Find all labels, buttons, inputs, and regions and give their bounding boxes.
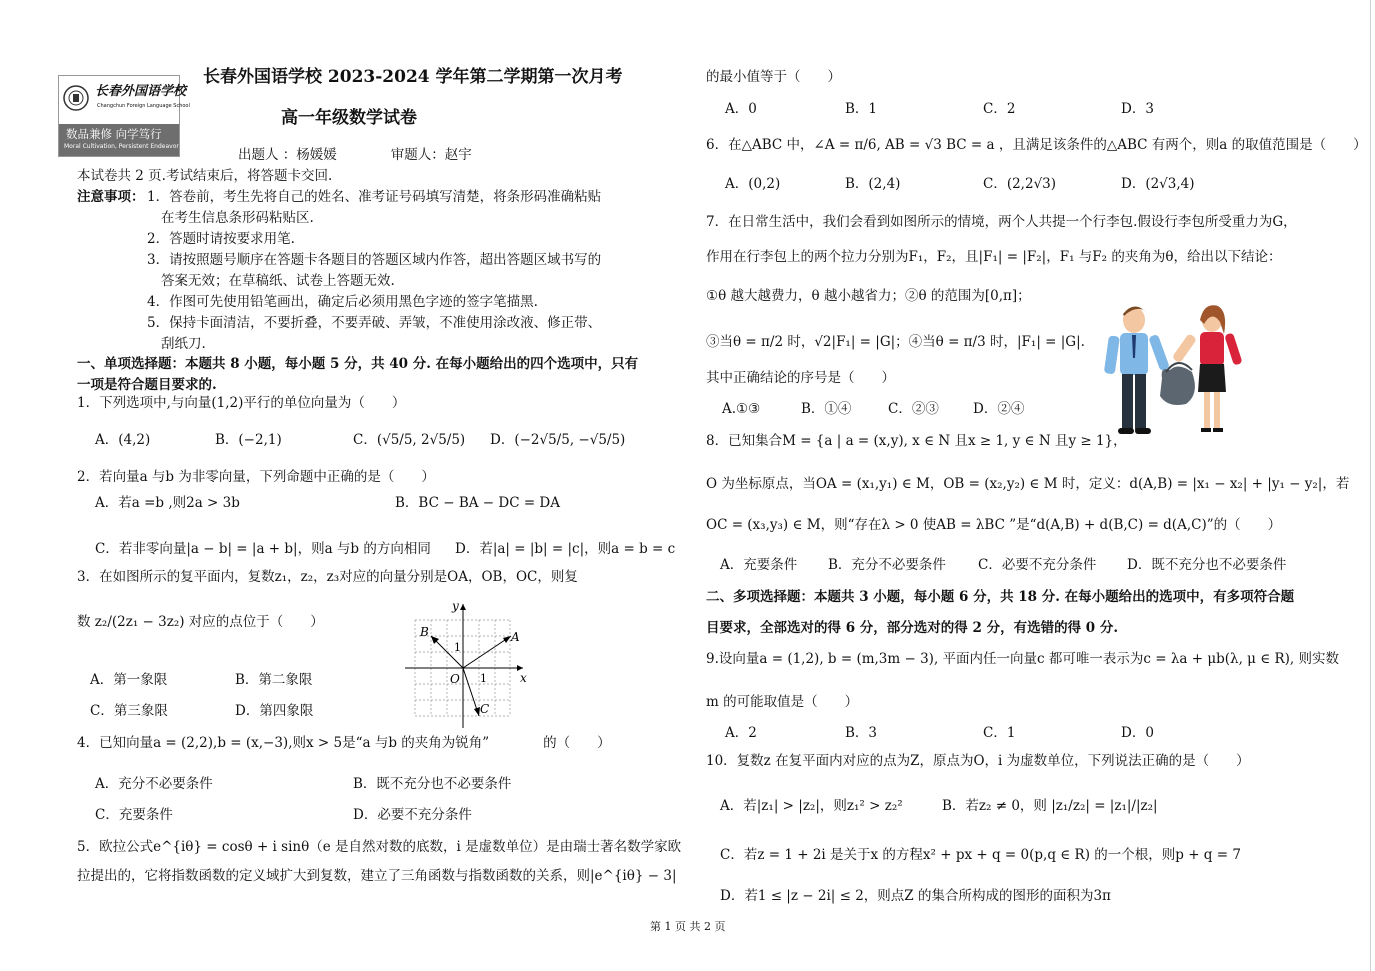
people-carrying-bag-illustration: [1100, 300, 1250, 440]
q2-option-b: B．BC − BA − DC = DA: [395, 495, 560, 511]
note-3a: 3．请按照题号顺序在答题卡各题目的答题区域内作答，超出答题区域书写的: [147, 252, 602, 268]
logo-school-name: 长春外国语学校: [95, 84, 187, 99]
q7-line-1: 7．在日常生活中，我们会看到如图所示的情境，两个人共提一个行李包.假设行李包所受重力为G，: [706, 214, 1297, 230]
q5-option-a: A．0: [725, 101, 757, 117]
fig-x-label: x: [520, 671, 527, 685]
fig-point-b: B: [420, 625, 429, 639]
q3-option-d: D．第四象限: [235, 703, 314, 719]
q4-option-b: B．既不充分也不必要条件: [353, 776, 512, 792]
q3-stem: 3．在如图所示的复平面内，复数z₁，z₂，z₃对应的向量分别是OA，OB，OC，则复: [77, 569, 578, 585]
section1-heading-2: 一项是符合题目要求的.: [77, 377, 217, 393]
page-number: 第 1 页 共 2 页: [650, 920, 726, 933]
section2-heading: 二、多项选择题：本题共 3 小题，每小题 6 分，共 18 分. 在每小题给出的选项中，有多项符合题: [706, 589, 1295, 605]
q3-stem-2: 数 z₂/(2z₁ − 3z₂) 对应的点位于（ ）: [77, 614, 324, 630]
fig-unit-y: 1: [454, 641, 461, 654]
complex-plane-figure: [400, 598, 535, 730]
q4-option-a: A．充分不必要条件: [95, 776, 213, 792]
q5-line-3: 的最小值等于（ ）: [706, 69, 841, 85]
q8-line-1: 8．已知集合M = {a | a = (x,y), x ∈ N 且x ≥ 1, y ∈ N 且y ≥ 1}，: [706, 433, 1127, 449]
q7-option-a: A.①③: [722, 401, 761, 417]
q3-option-c: C．第三象限: [90, 703, 168, 719]
q6-option-b: B．(2,4): [845, 176, 901, 192]
fig-unit-x: 1: [480, 672, 487, 685]
q5-line-2: 拉提出的，它将指数函数的定义域扩大到复数，建立了三角函数与指数函数的关系，则|e^{iθ} − 3|: [77, 868, 677, 884]
q1-stem: 1．下列选项中,与向量(1,2)平行的单位向量为（ ）: [77, 395, 406, 411]
q3-option-a: A．第一象限: [90, 672, 168, 688]
q3-option-b: B．第二象限: [235, 672, 313, 688]
q10-option-a: A．若|z₁| > |z₂|，则z₁² > z₂²: [720, 798, 903, 814]
q1-option-b: B．(−2,1): [215, 432, 282, 448]
fig-y-label: y: [452, 599, 459, 613]
fig-origin-label: O: [450, 672, 460, 686]
q9-option-c: C．1: [983, 725, 1016, 741]
q7-option-c: C．②③: [888, 401, 939, 417]
exam-authors: 出题人 ：杨媛媛 审题人：赵宇: [238, 147, 472, 163]
page-right-edge: [1370, 0, 1371, 971]
q9-line-2: m 的可能取值是（ ）: [706, 694, 859, 710]
logo-school-name-en: Changchun Foreign Language School: [97, 103, 190, 109]
q5-option-d: D．3: [1121, 101, 1154, 117]
q7-line-5: 其中正确结论的序号是（ ）: [706, 370, 895, 386]
note-1a: 1．答卷前，考生先将自己的姓名、准考证号码填写清楚，将条形码准确粘贴: [147, 189, 602, 205]
q8-option-b: B．充分不必要条件: [828, 557, 946, 573]
notes-label: 注意事项：: [77, 189, 145, 205]
note-5b: 刮纸刀.: [161, 336, 206, 352]
exam-title: 长春外国语学校 2023-2024 学年第二学期第一次月考: [203, 67, 623, 87]
school-logo: [58, 75, 190, 157]
note-5a: 5．保持卡面清洁，不要折叠，不要弄破、弄皱，不准使用涂改液、修正带、: [147, 315, 602, 331]
logo-motto: 数品兼修 向学笃行: [66, 127, 162, 141]
q4-option-d: D．必要不充分条件: [353, 807, 472, 823]
note-4: 4．作图可先使用铅笔画出，确定后必须用黑色字迹的签字笔描黑.: [147, 294, 538, 310]
note-3b: 答案无效；在草稿纸、试卷上答题无效.: [161, 273, 395, 289]
q8-line-2: O 为坐标原点，当OA = (x₁,y₁) ∈ M，OB = (x₂,y₂) ∈ M 时，定义：d(A,B) = |x₁ − x₂| + |y₁ − y₂|，若: [706, 476, 1350, 492]
q4-stem: 4．已知向量a = (2,2),b = (x,−3),则x > 5是“a 与b 的夹角为锐角” 的（ ）: [77, 735, 611, 751]
section2-heading-2: 目要求，全部选对的得 6 分，部分选对的得 2 分，有选错的得 0 分.: [706, 620, 1119, 636]
q9-option-b: B．3: [845, 725, 878, 741]
q10-option-c: C．若z = 1 + 2i 是关于x 的方程x² + px + q = 0(p,q ∈ R) 的一个根，则p + q = 7: [720, 847, 1241, 863]
q8-option-c: C．必要不充分条件: [978, 557, 1097, 573]
q10-stem: 10．复数z 在复平面内对应的点为Z，原点为O，i 为虚数单位，下列说法正确的是（ ）: [706, 753, 1250, 769]
intro-line: 本试卷共 2 页.考试结束后，将答题卡交回.: [77, 168, 333, 184]
q10-option-d: D．若1 ≤ |z − 2i| ≤ 2，则点Z 的集合所构成的图形的面积为3π: [720, 888, 1111, 904]
q1-option-a: A．(4,2): [95, 432, 151, 448]
q9-option-d: D．0: [1121, 725, 1154, 741]
q7-option-b: B．①④: [801, 401, 852, 417]
exam-subtitle: 高一年级数学试卷: [281, 108, 417, 128]
q6-stem: 6．在△ABC 中，∠A = π/6, AB = √3 BC = a ，且满足该条件的△ABC 有两个，则a 的取值范围是（ ）: [706, 137, 1367, 153]
q9-option-a: A．2: [725, 725, 757, 741]
q6-option-a: A．(0,2): [725, 176, 781, 192]
q8-option-a: A．充要条件: [720, 557, 798, 573]
q10-option-b: B．若z₂ ≠ 0，则 |z₁/z₂| = |z₁|/|z₂|: [942, 798, 1158, 814]
q6-option-c: C．(2,2√3): [983, 176, 1057, 192]
q7-option-d: D．②④: [973, 401, 1025, 417]
q1-option-c: C．(√5/5, 2√5/5): [353, 432, 466, 448]
section1-heading: 一、单项选择题：本题共 8 小题，每小题 5 分，共 40 分. 在每小题给出的四个选项中，只有: [77, 356, 639, 372]
q2-option-d: D．若|a| = |b| = |c|，则a = b = c: [455, 541, 676, 557]
q2-option-c: C．若非零向量|a − b| = |a + b|，则a 与b 的方向相同: [95, 541, 431, 557]
q5-line-1: 5．欧拉公式e^{iθ} = cosθ + i sinθ（e 是自然对数的底数，i 是虚数单位）是由瑞士著名数学家欧: [77, 839, 682, 855]
q7-line-4: ③当θ = π/2 时，√2|F₁| = |G|；④当θ = π/3 时，|F₁| = |G|.: [706, 334, 1085, 350]
q8-line-3: OC = (x₃,y₃) ∈ M，则“存在λ > 0 使AB = λBC ”是“d(A,B) + d(B,C) = d(A,C)”的（ ）: [706, 517, 1282, 533]
q5-option-b: B．1: [845, 101, 878, 117]
q2-option-a: A．若a =b ,则2a > 3b: [95, 495, 240, 511]
q7-line-2: 作用在行李包上的两个拉力分别为F₁，F₂，且|F₁| = |F₂|，F₁ 与F₂ 的夹角为θ，给出以下结论：: [706, 249, 1282, 265]
logo-motto-en: Moral Cultivation, Persistent Endeavor: [64, 143, 179, 150]
fig-point-c: C: [480, 702, 490, 716]
q8-option-d: D．既不充分也不必要条件: [1127, 557, 1287, 573]
q2-stem: 2．若向量a 与b 为非零向量，下列命题中正确的是（ ）: [77, 469, 435, 485]
q9-line-1: 9.设向量a = (1,2), b = (m,3m − 3), 平面内任一向量c 都可唯一表示为c = λa + μb(λ, μ ∈ R), 则实数: [706, 651, 1340, 667]
q4-option-c: C．充要条件: [95, 807, 173, 823]
note-1b: 在考生信息条形码粘贴区.: [161, 210, 314, 226]
q6-option-d: D．(2√3,4): [1121, 176, 1195, 192]
q7-line-3: ①θ 越大越费力，θ 越小越省力；②θ 的范围为[0,π]；: [706, 288, 1031, 304]
fig-point-a: A: [511, 630, 520, 644]
note-2: 2．答题时请按要求用笔.: [147, 231, 295, 247]
q1-option-d: D．(−2√5/5, −√5/5): [490, 432, 626, 448]
q5-option-c: C．2: [983, 101, 1016, 117]
